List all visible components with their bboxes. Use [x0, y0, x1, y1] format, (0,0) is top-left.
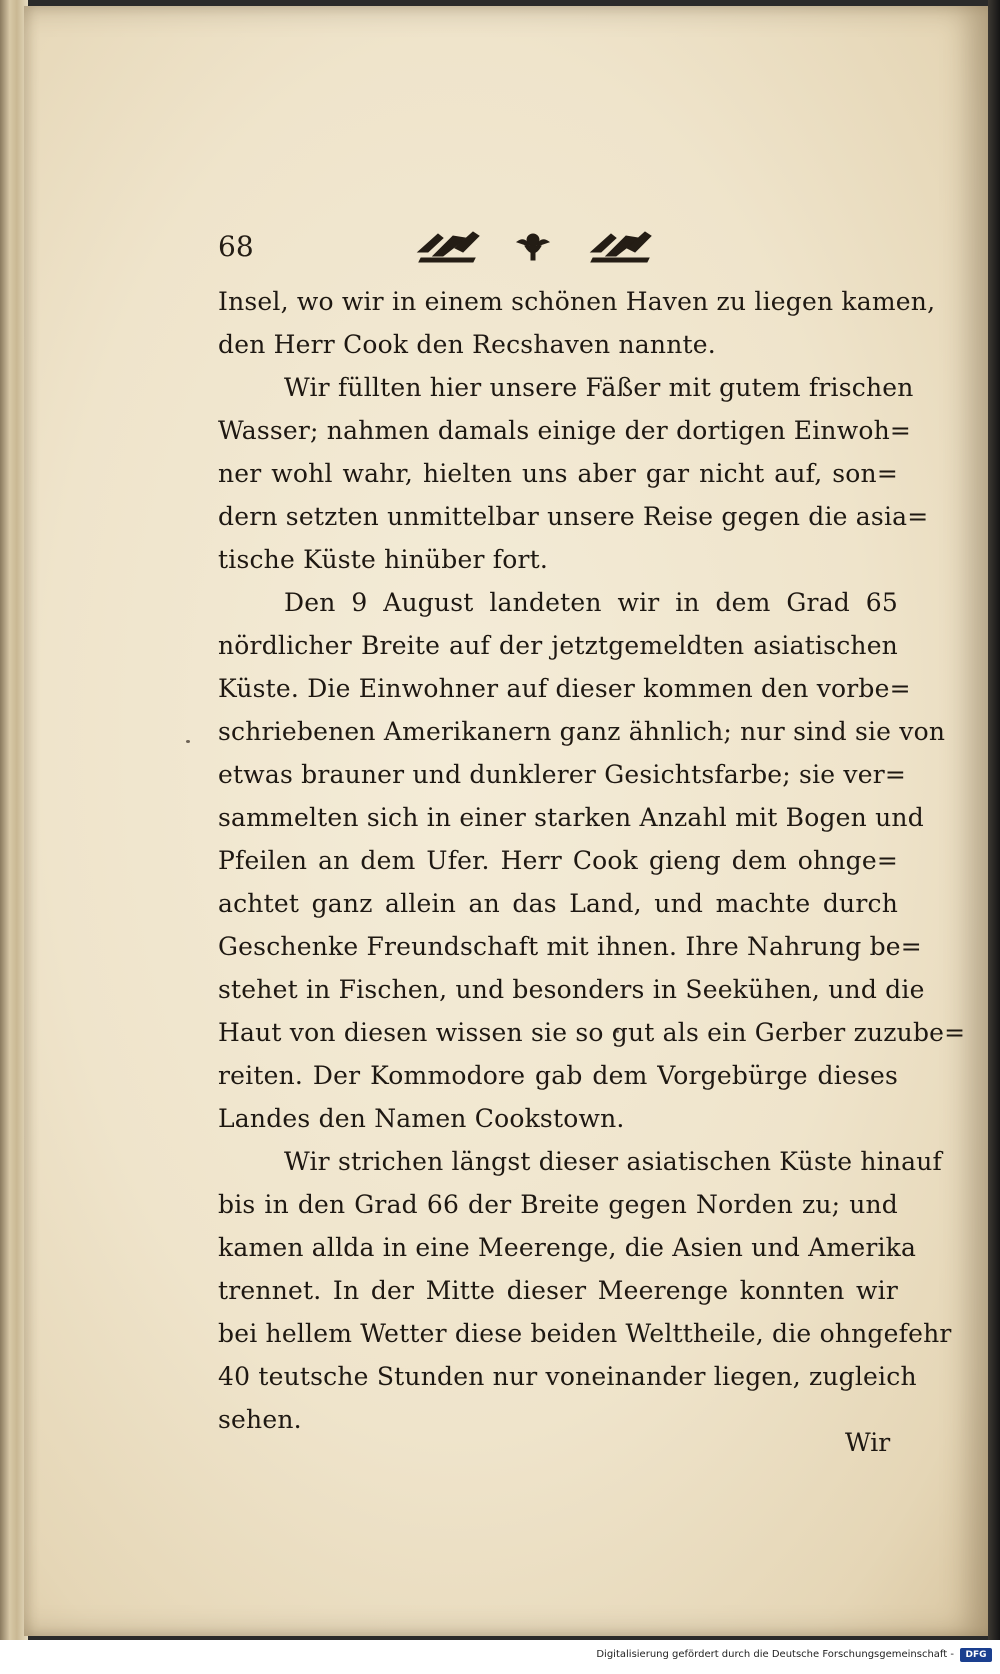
page-header: [218, 226, 878, 276]
text-line: Haut von diesen wissen sie so gut als ein Gerber zuzube=: [218, 1018, 966, 1047]
text-line: Küste. Die Einwohner auf dieser kommen den vorbe=: [218, 674, 911, 703]
text-line: ner wohl wahr, hielten uns aber gar nicht auf, son=: [218, 459, 898, 488]
text-line: sehen.: [218, 1405, 302, 1434]
page-number: 68: [218, 230, 254, 263]
text-line: Landes den Namen Cookstown.: [218, 1104, 625, 1133]
text-line: Wasser; nahmen damals einige der dortigen Einwoh=: [218, 416, 912, 445]
text-line: den Herr Cook den Recshaven nannte.: [218, 330, 716, 359]
binding-edge: [988, 0, 1000, 1640]
text-line: schriebenen Amerikanern ganz ähnlich; nur sind sie von: [218, 717, 946, 746]
text-line: Den 9 August landeten wir in dem Grad 65: [284, 588, 898, 617]
text-line: 40 teutsche Stunden nur voneinander liegen, zugleich: [218, 1362, 917, 1391]
text-line: stehet in Fischen, und besonders in Seekühen, und die: [218, 975, 925, 1004]
text-line: Insel, wo wir in einem schönen Haven zu liegen kamen,: [218, 287, 936, 316]
text-line: Geschenke Freundschaft mit ihnen. Ihre Nahrung be=: [218, 932, 922, 961]
text-line: reiten. Der Kommodore gab dem Vorgebürge dieses: [218, 1061, 898, 1090]
text-line: Pfeilen an dem Ufer. Herr Cook gieng dem ohnge=: [218, 846, 898, 875]
text-line: trennet. In der Mitte dieser Meerenge konnten wir: [218, 1276, 898, 1305]
text-line: sammelten sich in einer starken Anzahl mit Bogen und: [218, 803, 924, 832]
funding-credit: Digitalisierung gefördert durch die Deutsche Forschungsgemeinschaft -: [596, 1649, 954, 1660]
text-line: bei hellem Wetter diese beiden Welttheile, die ohngefehr: [218, 1319, 952, 1348]
fleuron-ornament-icon: [413, 226, 653, 266]
text-line: nördlicher Breite auf der jetztgemeldten asiatischen: [218, 631, 898, 660]
text-line: kamen allda in eine Meerenge, die Asien und Amerika: [218, 1233, 917, 1262]
catchword: Wir: [845, 1428, 891, 1457]
text-line: Wir strichen längst dieser asiatischen Küste hinauf: [284, 1147, 943, 1176]
footer-bar: [0, 1640, 1000, 1674]
dfg-logo-icon: DFG: [960, 1648, 992, 1662]
text-line: dern setzten unmittelbar unsere Reise gegen die asia=: [218, 502, 929, 531]
body-text: [218, 280, 966, 1441]
text-line: etwas brauner und dunklerer Gesichtsfarbe; sie ver=: [218, 760, 907, 789]
text-line: tische Küste hinüber fort.: [218, 545, 549, 574]
text-line: bis in den Grad 66 der Breite gegen Norden zu; und: [218, 1190, 898, 1219]
paper-speck: [186, 740, 190, 743]
text-line: achtet ganz allein an das Land, und machte durch: [218, 889, 898, 918]
text-line: Wir füllten hier unsere Fäßer mit gutem frischen: [284, 373, 914, 402]
